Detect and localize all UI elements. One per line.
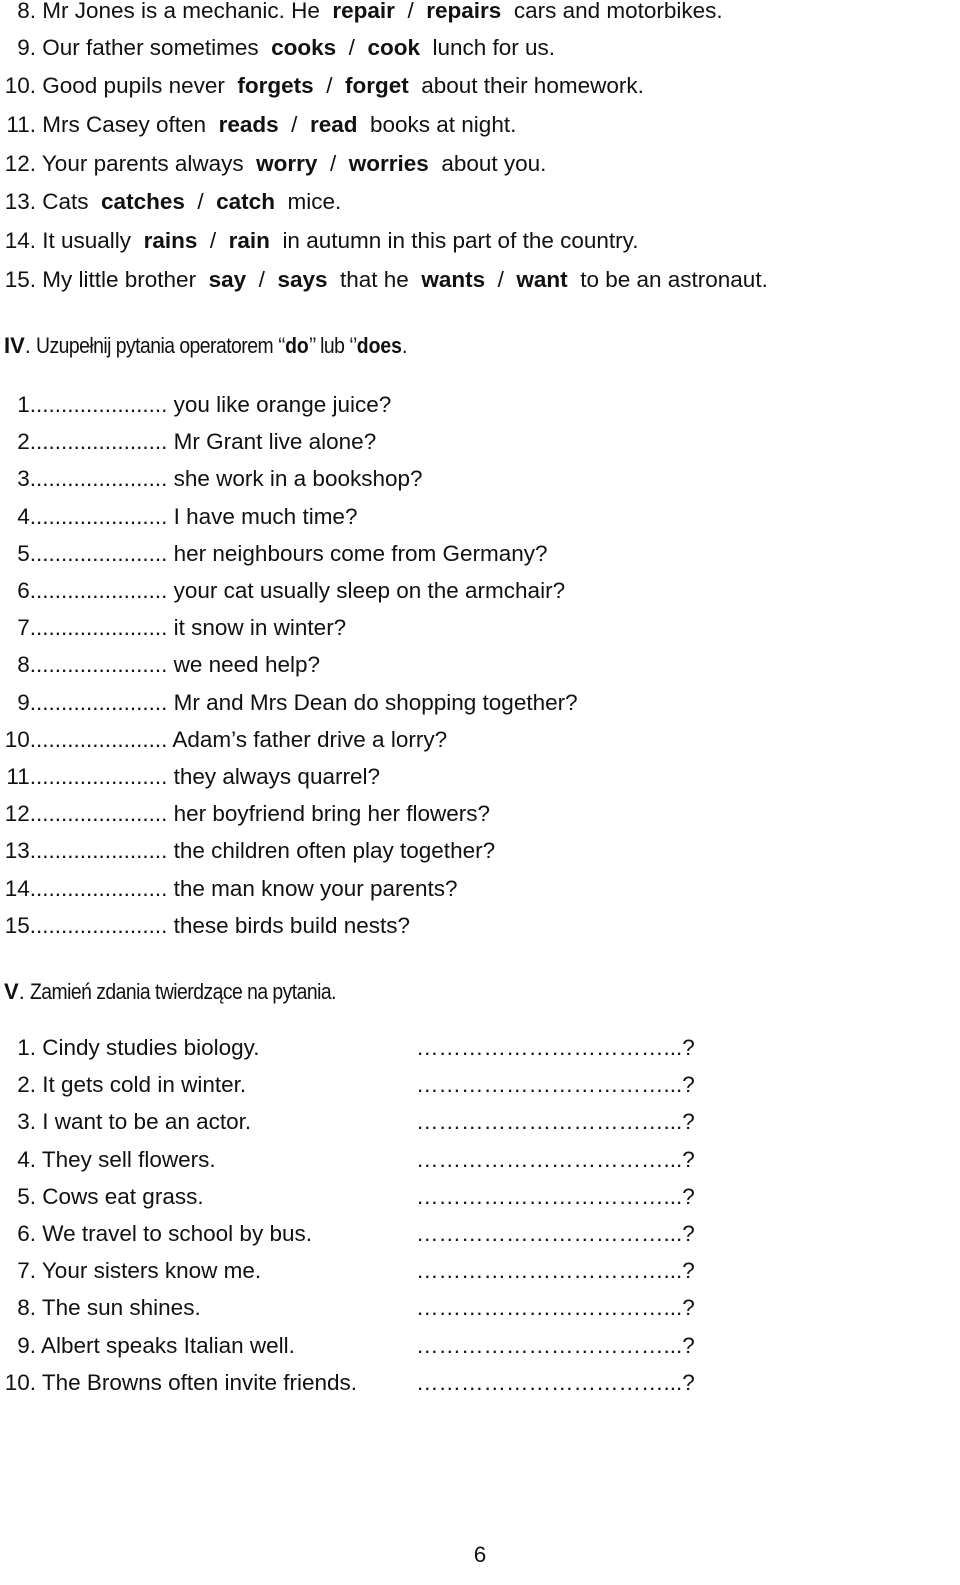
- answer-blank: ...: [111, 764, 130, 789]
- answer-blank: ...: [92, 838, 112, 864]
- answer-blank: ...: [54, 503, 74, 529]
- question-text: your cat usually sleep on the armchair?: [173, 578, 566, 603]
- fill-operator-item: [0, 613, 346, 643]
- item-number: 6.: [17, 1221, 36, 1246]
- answer-blank: ...: [111, 392, 130, 417]
- answer-blank: ...: [92, 801, 112, 827]
- answer-blank: ...: [148, 726, 168, 752]
- conjunction-lub: lub: [319, 333, 345, 358]
- answer-blank: ...: [36, 801, 55, 827]
- answer-blank: ...: [36, 429, 55, 455]
- answer-blank: ...: [73, 801, 93, 827]
- answer-blank: ...: [73, 578, 93, 603]
- option-separator: /: [329, 151, 337, 176]
- answer-blank: ...: [92, 764, 112, 789]
- answer-blank: ...: [54, 615, 74, 641]
- fill-operator-item: [0, 464, 423, 494]
- statement-text: Cindy studies biology.: [42, 1035, 260, 1060]
- answer-blank: ...: [54, 764, 74, 789]
- answer-blank: ...: [129, 540, 149, 566]
- item-number: 7.: [17, 1258, 36, 1284]
- answer-blank: ...: [54, 726, 74, 752]
- answer-blank-line[interactable]: ……………………………...?: [416, 1295, 695, 1321]
- answer-blank: ...: [73, 912, 93, 938]
- answer-blank: ...: [148, 615, 168, 641]
- item-number: 3.: [17, 1109, 36, 1135]
- answer-blank: ...: [36, 764, 55, 789]
- answer-blank: ...: [54, 466, 74, 492]
- answer-blank: ...: [111, 429, 130, 455]
- answer-blank: ...: [54, 838, 74, 864]
- answer-blank-line[interactable]: ……………………………...?: [416, 1221, 695, 1246]
- statement-text: I want to be an actor.: [42, 1109, 252, 1135]
- statement-text: They sell flowers.: [41, 1146, 216, 1172]
- item-sentence-start: Cats: [42, 189, 89, 214]
- answer-blank: ...: [148, 466, 168, 492]
- answer-blank: ...: [73, 875, 93, 901]
- question-text: we need help?: [173, 652, 320, 678]
- convert-sentence-item: [0, 1182, 204, 1212]
- verb-choice-item: [0, 0, 723, 26]
- answer-blank: ...: [129, 578, 149, 603]
- question-text: the children often play together?: [173, 838, 496, 864]
- answer-blank: ...: [54, 429, 74, 455]
- option-a: worry: [256, 151, 318, 176]
- item-number: 9.: [17, 35, 36, 60]
- answer-blank: ...: [129, 875, 149, 901]
- answer-blank: ...: [54, 689, 74, 715]
- answer-blank: ...: [148, 912, 168, 938]
- answer-blank: ...: [111, 689, 130, 715]
- answer-blank: ...: [36, 503, 55, 529]
- option-b: forget: [344, 73, 409, 98]
- answer-blank: ...: [54, 801, 74, 827]
- answer-blank: ...: [148, 652, 168, 678]
- answer-blank-line[interactable]: ……………………………...?: [416, 1072, 695, 1098]
- answer-blank: ...: [92, 392, 112, 417]
- verb-choice-item: [0, 265, 768, 295]
- answer-blank: ...: [92, 540, 112, 566]
- option-a: reads: [218, 112, 279, 137]
- answer-blank: ...: [36, 875, 55, 901]
- answer-blank: ...: [36, 838, 55, 864]
- item-number: 14.: [4, 228, 36, 253]
- option-b: read: [309, 112, 358, 137]
- question-text: Mr and Mrs Dean do shopping together?: [173, 689, 578, 715]
- answer-blank: ...: [148, 764, 168, 789]
- answer-blank: ...: [54, 912, 74, 938]
- item-sentence-start: My little brother: [42, 267, 197, 292]
- option-separator: /: [209, 228, 217, 253]
- option-b: rain: [228, 228, 270, 253]
- option-separator: /: [197, 189, 204, 214]
- question-text: it snow in winter?: [173, 615, 347, 641]
- item-number: 11.: [6, 112, 36, 137]
- option-separator: /: [407, 0, 414, 23]
- section-iv-instruction: Uzupełnij pytania operatorem: [35, 333, 273, 358]
- statement-text: It gets cold in winter.: [42, 1072, 247, 1098]
- answer-blank: ...: [148, 429, 168, 455]
- answer-blank-line[interactable]: ……………………………...?: [416, 1183, 695, 1209]
- option-b: says: [277, 267, 328, 292]
- answer-blank: ...: [129, 726, 149, 752]
- answer-blank-line[interactable]: ……………………………...?: [416, 1258, 695, 1284]
- answer-blank: ...: [54, 875, 74, 901]
- question-text: she work in a bookshop?: [173, 466, 423, 492]
- item-number: 9.: [17, 689, 36, 715]
- statement-text: Albert speaks Italian well.: [41, 1332, 295, 1358]
- answer-blank: ...: [148, 503, 168, 529]
- item-sentence-start: Mrs Casey often: [42, 112, 207, 137]
- answer-blank: ...: [148, 540, 168, 566]
- answer-blank: ...: [111, 801, 130, 827]
- answer-blank-line[interactable]: ……………………………...?: [416, 1035, 695, 1060]
- answer-blank: ...: [73, 540, 93, 566]
- item-sentence-start: Your parents always: [41, 151, 244, 176]
- fill-operator-item: [0, 911, 410, 941]
- item-number: 2.: [17, 1072, 36, 1098]
- item-number: 12.: [4, 151, 36, 176]
- answer-blank: ...: [36, 392, 55, 417]
- statement-text: The Browns often invite friends.: [41, 1369, 358, 1395]
- convert-sentence-item: [0, 1368, 357, 1398]
- answer-blank: ...: [148, 392, 168, 417]
- statement-text: Your sisters know me.: [41, 1258, 262, 1284]
- answer-blank: ...: [111, 838, 130, 864]
- item-number: 4.: [17, 503, 36, 529]
- fill-operator-item: [0, 688, 578, 718]
- item-sentence-start: Our father sometimes: [42, 35, 259, 60]
- fill-operator-item: [0, 650, 320, 680]
- convert-sentence-item: [0, 1145, 216, 1175]
- option-separator: /: [291, 112, 298, 137]
- option-separator: /: [326, 73, 333, 98]
- answer-blank: ...: [111, 578, 130, 603]
- answer-blank: ...: [129, 689, 149, 715]
- answer-blank: ...: [73, 764, 93, 789]
- answer-blank: ...: [148, 838, 168, 864]
- option-separator: /: [348, 35, 355, 60]
- verb-choice-item: [0, 226, 638, 256]
- answer-blank: ...: [92, 912, 112, 938]
- fill-operator-item: [0, 799, 490, 829]
- item-number: 10.: [4, 1369, 36, 1395]
- answer-blank-line[interactable]: ……………………………...?: [416, 1109, 695, 1135]
- item-number: 1.: [17, 392, 36, 417]
- question-text: her neighbours come from Germany?: [173, 540, 548, 566]
- question-text: you like orange juice?: [173, 392, 392, 417]
- item-sentence-end: in autumn in this part of the country.: [282, 228, 639, 253]
- answer-blank: ...: [73, 726, 93, 752]
- option-a: say: [208, 267, 247, 292]
- answer-blank-line[interactable]: ……………………………...?: [416, 1146, 695, 1172]
- question-text: Adam’s father drive a lorry?: [172, 726, 448, 752]
- option-b: catch: [216, 189, 275, 214]
- item-number: 11.: [6, 764, 36, 789]
- statement-text: The sun shines.: [41, 1295, 201, 1321]
- answer-blank: ...: [129, 615, 149, 641]
- answer-blank: ...: [92, 875, 112, 901]
- answer-blank: ...: [54, 652, 74, 678]
- question-text: Mr Grant live alone?: [173, 429, 377, 455]
- answer-blank: ...: [111, 540, 130, 566]
- answer-blank: ...: [73, 652, 93, 678]
- item-number: 1.: [17, 1035, 36, 1060]
- option-separator: /: [258, 267, 265, 292]
- option-b: cook: [367, 35, 420, 60]
- answer-blank: ...: [129, 801, 149, 827]
- item-sentence-end: about you.: [441, 151, 547, 176]
- answer-blank: ...: [129, 429, 149, 455]
- answer-blank: ...: [92, 578, 112, 603]
- item-number: 15.: [4, 267, 36, 292]
- fill-operator-item: [0, 874, 458, 904]
- answer-blank: ...: [148, 875, 168, 901]
- convert-sentence-item: [0, 1033, 259, 1063]
- answer-blank: ...: [36, 615, 55, 641]
- fill-operator-item: [0, 427, 376, 457]
- item-sentence-end: to be an astronaut.: [580, 267, 768, 292]
- option-a: forgets: [237, 73, 314, 98]
- answer-blank: ...: [92, 503, 112, 529]
- answer-blank: ...: [36, 540, 55, 566]
- item-sentence-start: It usually: [42, 228, 132, 253]
- item-sentence-end: cars and motorbikes.: [513, 0, 723, 23]
- convert-sentence-item: [0, 1219, 312, 1249]
- verb-choice-item: [0, 71, 644, 101]
- item-number: 13.: [4, 189, 36, 214]
- item-number: 6.: [17, 578, 36, 603]
- option-d: want: [516, 267, 568, 292]
- fill-operator-item: [0, 576, 565, 606]
- item-number: 8.: [17, 652, 36, 678]
- verb-choice-item: [0, 149, 546, 179]
- answer-blank: ...: [73, 503, 93, 529]
- question-text: the man know your parents?: [173, 875, 458, 901]
- item-number: 8.: [17, 0, 36, 23]
- item-number: 2.: [17, 429, 36, 455]
- operator-do: do: [284, 333, 309, 358]
- option-b: worries: [348, 151, 429, 176]
- question-text: these birds build nests?: [173, 912, 411, 938]
- answer-blank: ...: [73, 429, 93, 455]
- question-text: I have much time?: [173, 503, 358, 529]
- item-number: 10.: [4, 73, 36, 98]
- answer-blank-line[interactable]: ……………………………...?: [416, 1369, 695, 1395]
- page-number: 6: [473, 1542, 487, 1567]
- option-separator: /: [497, 267, 504, 292]
- convert-sentence-item: [0, 1293, 201, 1323]
- item-number: 9.: [17, 1332, 36, 1358]
- answer-blank: ...: [129, 503, 149, 529]
- item-sentence-end: mice.: [287, 189, 342, 214]
- answer-blank-line[interactable]: ……………………………...?: [416, 1332, 695, 1358]
- answer-blank: ...: [92, 615, 112, 641]
- option-c: wants: [421, 267, 486, 292]
- answer-blank: ...: [36, 689, 55, 715]
- answer-blank: ...: [148, 578, 168, 603]
- answer-blank: ...: [36, 726, 55, 752]
- fill-operator-item: [0, 390, 391, 420]
- answer-blank: ...: [111, 726, 130, 752]
- convert-sentence-item: [0, 1256, 261, 1286]
- answer-blank: ...: [129, 764, 149, 789]
- item-number: 12.: [4, 801, 36, 827]
- section-v-roman: V: [4, 979, 19, 1004]
- answer-blank: ...: [129, 392, 149, 417]
- answer-blank: ...: [148, 689, 168, 715]
- item-sentence-start: Good pupils never: [42, 73, 225, 98]
- option-b: repairs: [426, 0, 502, 23]
- answer-blank: ...: [92, 689, 112, 715]
- option-a: cooks: [271, 35, 337, 60]
- item-sentence-middle: that he: [340, 267, 409, 292]
- answer-blank: ...: [36, 652, 55, 678]
- answer-blank: ...: [129, 912, 149, 938]
- item-number: 15.: [4, 912, 36, 938]
- item-sentence-end: about their homework.: [421, 73, 644, 98]
- answer-blank: ...: [73, 392, 93, 417]
- answer-blank: ...: [36, 578, 55, 603]
- option-a: catches: [101, 189, 185, 214]
- answer-blank: ...: [111, 912, 130, 938]
- answer-blank: ...: [73, 466, 93, 492]
- answer-blank: ...: [111, 652, 130, 678]
- section-v-instruction: Zamień zdania twierdzące na pytania.: [29, 979, 336, 1004]
- item-number: 14.: [4, 875, 36, 901]
- answer-blank: ...: [92, 466, 112, 492]
- option-a: rains: [143, 228, 198, 253]
- statement-text: Cows eat grass.: [42, 1183, 204, 1209]
- item-sentence-end: lunch for us.: [432, 35, 556, 60]
- fill-operator-item: [0, 502, 357, 532]
- answer-blank: ...: [54, 392, 74, 417]
- answer-blank: ...: [148, 801, 168, 827]
- item-number: 13.: [4, 838, 36, 864]
- verb-choice-item: [0, 110, 516, 140]
- convert-sentence-item: [0, 1331, 295, 1361]
- operator-does: does: [356, 333, 402, 358]
- fill-operator-item: [0, 836, 495, 866]
- item-number: 10.: [4, 726, 36, 752]
- item-number: 5.: [17, 1183, 36, 1209]
- verb-choice-item: [0, 187, 341, 217]
- answer-blank: ...: [73, 615, 93, 641]
- section-iv-heading: IV. Uzupełnij pytania operatorem ‘‘do’’ lub ‘’does.: [4, 333, 407, 358]
- convert-sentence-item: [0, 1070, 246, 1100]
- question-text: her boyfriend bring her flowers?: [173, 801, 491, 827]
- fill-operator-item: [0, 539, 548, 569]
- section-iv-roman: IV: [4, 333, 25, 358]
- verb-choice-item: [0, 33, 555, 63]
- statement-text: We travel to school by bus.: [42, 1221, 312, 1246]
- item-sentence-end: books at night.: [369, 112, 517, 137]
- section-v-heading: V. Zamień zdania twierdzące na pytania.: [4, 977, 377, 1007]
- answer-blank: ...: [54, 578, 74, 603]
- answer-blank: ...: [111, 466, 130, 492]
- item-number: 8.: [17, 1295, 36, 1321]
- answer-blank: ...: [92, 652, 112, 678]
- answer-blank: ...: [73, 689, 93, 715]
- answer-blank: ...: [111, 875, 130, 901]
- answer-blank: ...: [54, 540, 74, 566]
- question-text: they always quarrel?: [173, 764, 380, 789]
- answer-blank: ...: [129, 652, 149, 678]
- option-a: repair: [332, 0, 395, 23]
- answer-blank: ...: [111, 503, 130, 529]
- answer-blank: ...: [92, 726, 112, 752]
- answer-blank: ...: [111, 615, 130, 641]
- fill-operator-item: [0, 725, 447, 755]
- item-sentence-start: Mr Jones is a mechanic. He: [42, 0, 320, 23]
- fill-operator-item: [0, 762, 380, 792]
- answer-blank: ...: [36, 466, 55, 492]
- answer-blank: ...: [36, 912, 55, 938]
- answer-blank: ...: [129, 838, 149, 864]
- convert-sentence-item: [0, 1107, 251, 1137]
- answer-blank: ...: [92, 429, 112, 455]
- answer-blank: ...: [129, 466, 149, 492]
- answer-blank: ...: [73, 838, 93, 864]
- item-number: 7.: [17, 615, 36, 641]
- item-number: 5.: [17, 540, 36, 566]
- item-number: 3.: [17, 466, 36, 492]
- item-number: 4.: [17, 1146, 36, 1172]
